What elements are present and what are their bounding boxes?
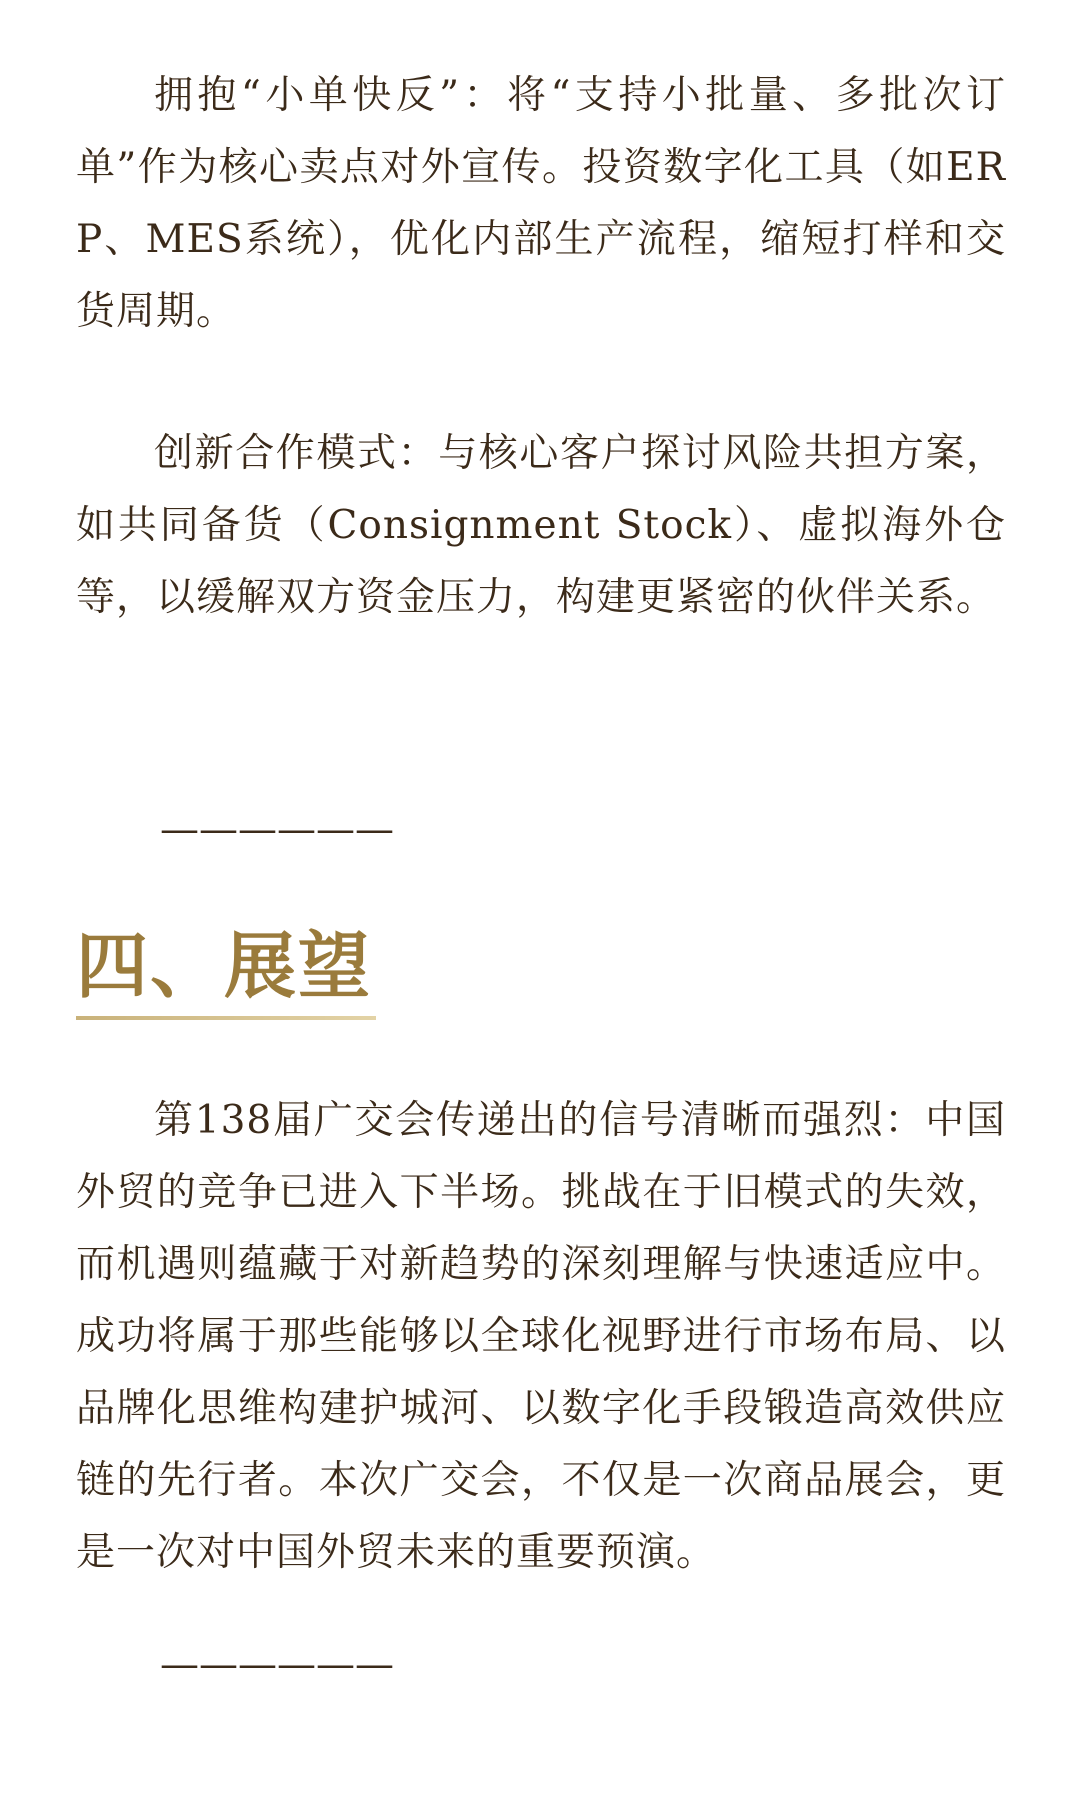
paragraph-outlook: 第138届广交会传递出的信号清晰而强烈：中国外贸的竞争已进入下半场。挑战在于旧模式的失效，而机遇则蕴藏于对新趋势的深刻理解与快速适应中。成功将属于那些能够以全球化视野进行市场布局、以品牌化思维构建护城河、以数字化手段锻造高效供应链的先行者。本次广交会，不仅是一次商品展会，更是一次对中国外贸未来的重要预演。 xyxy=(76,1098,1006,1575)
paragraph-cooperation-model: 创新合作模式：与核心客户探讨风险共担方案，如共同备货（Consignment Stock）、虚拟海外仓等，以缓解双方资金压力，构建更紧密的伙伴关系。 xyxy=(76,431,1006,620)
paragraph-small-order-fast-response: 拥抱“小单快反”：将“支持小批量、多批次订单”作为核心卖点对外宣传。投资数字化工具（如ERP、MES系统），优化内部生产流程，缩短打样和交货周期。 xyxy=(76,73,1006,334)
section-heading: 四、展望 xyxy=(76,923,373,1008)
section-divider: —————— xyxy=(160,1642,394,1687)
section-divider: —————— xyxy=(160,807,394,852)
heading-underline xyxy=(76,1016,376,1020)
section-heading-block xyxy=(76,920,376,1020)
